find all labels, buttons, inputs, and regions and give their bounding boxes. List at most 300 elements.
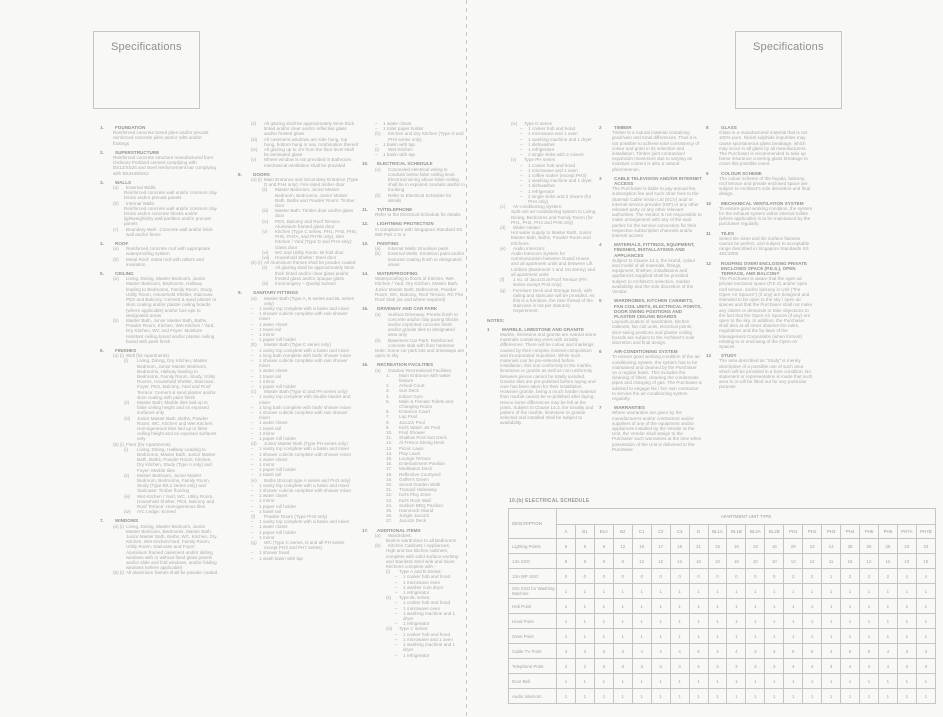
unit-type-header: C1 (632, 525, 651, 539)
schedule-cell: 1 (727, 674, 746, 689)
schedule-cell: 1 (670, 674, 689, 689)
line-text: WARDROBES, KITCHEN CABINETS, FAN COIL UNITS, ELECTRICAL POINTS, DOOR SWING POSITIONS AND PLASTER CEILING BOARDS (614, 298, 702, 319)
schedule-cell: 16 (689, 554, 708, 569)
spec-line (362, 251, 465, 267)
line-marker: 4. (386, 393, 390, 399)
spec-line (100, 358, 218, 400)
spec-line (599, 410, 703, 452)
line-marker: – (395, 579, 398, 585)
schedule-cell: 1 (575, 689, 594, 704)
line-text: Main Entrance and Secondary Entrance (Type D and PH4 only): Fire-rated timber door (264, 177, 359, 188)
line-text: 1 coffee maker (except PH3) (528, 173, 587, 179)
schedule-row (509, 689, 936, 704)
line-marker: (i) (124, 358, 129, 364)
spec-line (362, 227, 465, 237)
line-text: Water Heater: (513, 225, 542, 231)
line-text: Reflective Courtyard (399, 471, 441, 477)
line-text: Reinforced concrete bored piles and/or precast reinforced concrete piles and/or rafts and/or footings (113, 130, 209, 146)
schedule-row (509, 599, 936, 614)
line-text: All glazing shall be approximately 6mm thick tinted and/or clear glass and/or frosted glass and/or opaque glass (275, 265, 355, 281)
line-marker: – (520, 193, 523, 199)
spec-line (706, 276, 814, 349)
schedule-cell: 1 (689, 674, 708, 689)
schedule-cell: 1 (746, 584, 765, 599)
line-marker: (d) (500, 225, 506, 231)
line-text: Wet Kitchen (388, 147, 413, 153)
line-text: Internal Walls: Emulsion paint (388, 246, 449, 252)
line-marker: (i) (124, 446, 129, 452)
line-text: Reinforced concrete roof with appropriate waterproofing system (126, 246, 211, 257)
line-marker: (i) (375, 147, 380, 153)
line-marker: (a) (113, 185, 119, 191)
line-marker: – (395, 574, 398, 580)
line-text: 1 water closet (259, 420, 288, 426)
schedule-cell: 2 (803, 569, 822, 584)
line-text: CABLE TELEVISION AND/OR INTERNET ACCESS (614, 175, 702, 187)
schedule-cell: 10 (746, 554, 765, 569)
line-marker: 9 (706, 170, 709, 176)
schedule-cell: 3 (897, 659, 916, 674)
line-text: External Walls: (126, 185, 157, 191)
schedule-row-label: 13A SSO (509, 554, 557, 569)
line-text: 1 paper roll holder (259, 337, 297, 343)
line-text: 1 basin with tap (383, 141, 415, 147)
line-marker: – (251, 508, 254, 514)
line-text: All glazing up to 1m from the floor level shall be laminated glass (264, 147, 354, 158)
line-text: 1 paper roll holder (259, 435, 297, 441)
line-text: 1 water closet (383, 121, 412, 126)
line-marker: – (520, 141, 523, 147)
line-text: Entertainment Pavilion (399, 461, 445, 467)
line-marker: 12. (386, 440, 393, 446)
schedule-cell: 1 (878, 599, 897, 614)
spec-line (487, 277, 597, 287)
line-marker: – (395, 621, 398, 627)
schedule-cell: 1 (822, 629, 841, 644)
line-marker: 6 (599, 349, 602, 355)
line-marker: – (520, 152, 523, 158)
schedule-cell: 4 (860, 659, 879, 674)
line-marker: 6. (100, 347, 104, 353)
schedule-cell: 11 (822, 554, 841, 569)
spec-line (599, 186, 703, 238)
schedule-cell: 1 (651, 674, 670, 689)
schedule-cell: 3 (670, 659, 689, 674)
line-text: Kitchen and Dry Kitchen (Type D and PH4 series only) (388, 131, 464, 142)
line-text: DRIVEWAY AND CAR PARK (377, 306, 438, 312)
line-text: NOTES: (487, 317, 505, 323)
schedule-cell: 1 (557, 689, 576, 704)
line-marker: – (251, 529, 254, 535)
unit-type-header: A (557, 525, 576, 539)
line-marker: – (251, 420, 254, 426)
line-marker: 13. (362, 241, 369, 247)
schedule-cell: 4 (897, 569, 916, 584)
unit-type-header: PH1 (784, 525, 803, 539)
schedule-cell: 1 (670, 629, 689, 644)
line-marker: – (251, 451, 254, 457)
line-marker: (e) (500, 245, 506, 251)
page-fold-divider (466, 0, 467, 717)
line-text: Timber is a natural material containing grain/vein and tonal differences. Thus it is not possible to achieve total consistency of colour and grain in its selection and installation. Timber joint contraction/ expansion movement due to varying air moisture content is also a natural phenomenon. (612, 130, 700, 172)
schedule-cell: 2 (841, 569, 860, 584)
schedule-row-label: Cable TV Point (509, 644, 557, 659)
line-text: 1 refrigerator (528, 147, 555, 153)
line-text: 1 vanity top complete with a basin and mixer (259, 446, 350, 452)
line-text: WC and Utility Room: Bi-fold door (275, 249, 344, 255)
line-marker: – (251, 456, 254, 462)
line-marker: (ii) (251, 121, 257, 126)
line-marker: – (251, 503, 254, 509)
schedule-cell: 6 (841, 644, 860, 659)
schedule-cell: 3 (746, 644, 765, 659)
schedule-cell: 1 (860, 629, 879, 644)
line-marker: – (520, 131, 523, 137)
line-text: Jungle Jacuzzi (399, 513, 430, 519)
line-marker: – (251, 425, 254, 431)
schedule-cell: 1 (708, 689, 727, 704)
line-marker: 6. (386, 409, 390, 415)
unit-type-header: C2 (651, 525, 670, 539)
right-page-title: Specifications (753, 41, 824, 53)
schedule-row-label: 13A WP SSO (509, 569, 557, 584)
line-text: TILES (721, 230, 735, 236)
line-marker: – (251, 357, 254, 363)
unit-type-header: B2 (613, 525, 632, 539)
schedule-cell: 12 (613, 539, 632, 554)
line-text: 1 mirror (259, 462, 275, 467)
schedule-row-label: Hood Point (509, 614, 557, 629)
spec-line (362, 338, 465, 348)
spec-line (599, 130, 703, 172)
line-text: SANITARY FITTINGS (253, 290, 299, 296)
unit-type-header: PH6 (878, 525, 897, 539)
line-text: 1 towel rail (259, 326, 281, 332)
schedule-cell: 1 (746, 689, 765, 704)
line-text: Secret Garden Walk (399, 482, 441, 487)
schedule-cell: 1 (746, 599, 765, 614)
schedule-cell: 1 (765, 584, 784, 599)
line-marker: (ii) (124, 399, 130, 405)
line-text: 1 microwave oven (403, 605, 441, 611)
schedule-cell: 1 (632, 629, 651, 644)
electrical-schedule-title (509, 498, 936, 504)
line-marker: 16. (362, 362, 369, 368)
line-text: Living, Dining, Master Bedroom, Junior Master Bedroom, Bedrooms, Master Bath, Junior Master Bath, Baths, WC, Kitchen, Dry Kitchen, Wet Kitchen/Yard, Family Room, Utility Room, Staircase and Foyer: Aluminium framed casement and/or sliding windows with or without fixed glass panels and/or slide and fold windows, and/or folding windows (where applicable) (126, 523, 217, 571)
schedule-cell: 1 (727, 584, 746, 599)
schedule-group-header-row (509, 509, 936, 525)
schedule-cell: 1 (916, 614, 935, 629)
line-text: 1 towel rail (259, 508, 281, 514)
schedule-cell: 1 (557, 599, 576, 614)
schedule-cell: 16 (632, 539, 651, 554)
schedule-row-label: Door Bell (509, 674, 557, 689)
line-marker: (v) (251, 157, 257, 163)
line-marker: (iii) (251, 136, 258, 142)
line-marker: (ii) (262, 187, 268, 193)
section-heading (706, 261, 814, 277)
line-marker: (ii) (386, 595, 392, 601)
schedule-cell: 1 (689, 689, 708, 704)
line-text: Living, Dining, Dry Kitchen, Master Bedroom, Junior Master Bedroom, Bedrooms, Hallway leading to Bedrooms, Family Room, Study, Utility Rooms, Household Shelter, Staircase, Foyer, PES, Balcony, Yard and Roof Terrace: Cement & sand plaster and/or skim coating with paint finish (137, 358, 216, 400)
line-text: 1 washing machine and 1 dryer (403, 642, 456, 653)
line-text: 1 paper roll holder (259, 503, 297, 509)
line-text: 1 cooker hob and hood (403, 600, 450, 606)
schedule-cell: 1 (746, 629, 765, 644)
schedule-cell: 1 (916, 629, 935, 644)
line-marker: 22. (386, 492, 393, 498)
line-text: MARBLE, LIMESTONE AND GRANITE (502, 326, 584, 332)
schedule-cell: 2 (860, 569, 879, 584)
schedule-row (509, 569, 936, 584)
line-text: Refer to Electrical Schedule for details (388, 192, 452, 203)
line-marker: (vii) (262, 255, 270, 261)
line-text: All Aluminium frames shall be powder coated (264, 260, 356, 266)
schedule-cell: 1 (916, 674, 935, 689)
line-text: Junior Master Bath (Type PH series only) (264, 441, 348, 447)
line-marker: – (251, 462, 254, 467)
line-marker: – (251, 524, 254, 530)
schedule-cell: 1 (651, 689, 670, 704)
line-text: Master Bath (Type C series only) (264, 342, 331, 348)
line-text: High and low kitchen cabinets, complete with solid surface worktop and stainless steel sink and mixer. Kitchens complete with - (386, 548, 459, 570)
line-text: Type C series: (399, 626, 429, 632)
line-marker: – (251, 331, 254, 337)
line-marker: (iv) (251, 147, 258, 153)
line-marker: – (395, 631, 398, 637)
line-marker: (a) (375, 367, 381, 373)
line-marker: (b) (375, 251, 381, 257)
schedule-cell: 1 (632, 674, 651, 689)
schedule-cell: 1 (727, 629, 746, 644)
line-marker: 8. (238, 171, 242, 177)
schedule-cell: 4 (651, 644, 670, 659)
line-text: 1 microwave and 1 oven (528, 167, 578, 173)
line-text: Al Fresco Dining Deck (399, 440, 445, 446)
schedule-cell: 1 (803, 689, 822, 704)
line-text: Pool Shower (399, 429, 426, 435)
schedule-cell: 1 (897, 614, 916, 629)
line-text: Furniture Deck and Storage Deck, with railing and staircase will be provided. As this is a furniture, the riser thread of the staircase is not per statutory requirement. (513, 287, 595, 314)
line-marker: (b) (113, 317, 119, 323)
schedule-cell: 4 (841, 659, 860, 674)
line-marker: 11 (706, 230, 711, 236)
schedule-cell: 1 (860, 689, 879, 704)
line-marker: – (520, 147, 523, 153)
line-text: Air-conditioning System: (513, 204, 563, 210)
line-marker: – (395, 652, 398, 658)
line-text: Kitchen Cabinets / Appliances: (388, 543, 451, 549)
line-text: 1 refrigerator (403, 621, 430, 627)
schedule-cell: 4 (708, 644, 727, 659)
schedule-cell: 1 (594, 674, 613, 689)
spec-line (238, 187, 359, 208)
schedule-cell: 1 (841, 689, 860, 704)
line-text: Master Bath: Marble tiles laid up to false ceiling height and on exposed surfaces only (137, 399, 209, 416)
spec-line (362, 373, 465, 383)
line-marker: – (251, 368, 254, 374)
spec-line (100, 206, 218, 227)
schedule-cell: 23 (897, 539, 916, 554)
line-marker: 12. (362, 221, 369, 227)
line-text: Marble, limestone and granite are natural stone materials containing veins with tonality differences. There will be colour and markings caused by their complex mineral composition and incorporated impurities. While such materials can be pre-selected before installation, this non-conformity in the marble, limestone or granite as well as non-uniformity between pieces cannot be totally avoided. Granite tiles are pre-polished before laying and care has been taken for their installation. However granite, being a much harder material than marble cannot be re-polished after laying. Hence some differences may be felt at the joints. Subject to Clause 14.3, the tonality and pattern of the marble, limestone or granite selected and installed shall be subject to availability. (500, 331, 597, 426)
line-text: Audio Intercom System for communication between Guard House and all apartment units and between Lift Lobbies (Basement 1 and 1st storey) and all apartment units (511, 251, 596, 277)
schedule-cell: 1 (765, 629, 784, 644)
schedule-cell: 1 (670, 599, 689, 614)
schedule-cell: 28 (841, 539, 860, 554)
unit-type-header: BL1A (708, 525, 727, 539)
line-text: 1 water closet (259, 368, 288, 374)
schedule-cell: 1 (878, 584, 897, 599)
line-text: Kid's Water Jet Pool (399, 424, 441, 430)
line-text: Surface Driveway: Premix finish to concrete and/or clay paving blocks and/or imprinted concrete finish and/or granite tiles to designated area only (388, 311, 459, 338)
spec-line (706, 206, 814, 227)
line-marker: – (251, 311, 254, 317)
line-text: Basement Car Park: Reinforced concrete slab with floor hardener (388, 337, 455, 348)
schedule-cell: 1 (746, 674, 765, 689)
schedule-cell: 1 (897, 674, 916, 689)
schedule-cell: 4 (727, 644, 746, 659)
schedule-cell: 1 (594, 584, 613, 599)
spec-line (487, 194, 597, 204)
schedule-cell: 1 (803, 629, 822, 644)
schedule-cell: 4 (803, 659, 822, 674)
line-text: LIGHTNING PROTECTION (377, 221, 434, 227)
line-marker: – (251, 482, 254, 488)
line-marker: 15. (362, 306, 369, 312)
line-text: Split unit air-conditioning system to Living, Dining, Bedrooms and Family Room (for PH1, PH2, PH4 and PH6 only) (511, 209, 597, 225)
line-text: Junior Master Bath, Baths, Powder Room, WC, Kitchen and Wet Kitchen: Homogeneous tiles laid up to false ceiling height and on exposed surfaces only (137, 415, 217, 442)
schedule-cell: 1 (784, 614, 803, 629)
line-text: 1 washing machine and 1 dryer (403, 610, 456, 622)
line-text: Boundary Wall : Concrete wall and/or brick wall and/or fence (126, 226, 213, 237)
line-text: All casement windows are side hung, top hung, bottom hung or any combination thereof (264, 136, 358, 147)
schedule-cell: 1 (670, 584, 689, 599)
schedule-cell: 1 (613, 689, 632, 704)
line-marker: 23. (386, 497, 393, 503)
line-marker: – (375, 121, 378, 126)
schedule-cell: 5 (803, 644, 822, 659)
schedule-cell: 1 (822, 614, 841, 629)
schedule-cell: 3 (916, 644, 935, 659)
schedule-cell: 15 (708, 539, 727, 554)
line-text: 1 shower cubicle complete with rain shower mixer (259, 409, 348, 421)
line-marker: (a) (113, 246, 119, 252)
line-marker: – (251, 383, 254, 389)
line-marker: – (375, 126, 378, 132)
schedule-cell: 26 (860, 539, 879, 554)
spec-line (706, 236, 814, 257)
line-marker: (c) (500, 204, 506, 210)
schedule-apartment-unit-type-header: APARTMENT UNIT TYPE (557, 509, 936, 525)
schedule-cell: 1 (575, 599, 594, 614)
line-marker: (a) (375, 311, 381, 317)
line-text: Metal Roof: metal roof with rafters and insulation (126, 256, 204, 267)
spec-line (487, 209, 597, 225)
line-text: 1 dishwasher (528, 183, 556, 189)
schedule-cell: 1 (803, 614, 822, 629)
line-marker: – (251, 404, 254, 410)
line-text: 2 single sinks with 2 mixers (528, 152, 584, 158)
schedule-cell: 0 (613, 569, 632, 584)
line-text: 1 refrigerator (528, 188, 555, 194)
schedule-row (509, 584, 936, 599)
schedule-cell: 1 (897, 599, 916, 614)
unit-type-header: PH4 (841, 525, 860, 539)
line-marker: 3 (599, 175, 602, 181)
schedule-cell: 3 (613, 644, 632, 659)
line-text: Entrance Court (399, 409, 430, 415)
line-marker: – (251, 534, 254, 540)
unit-type-header: PH7A (897, 525, 916, 539)
line-text: 1 towel rail (259, 425, 281, 431)
schedule-cell: 4 (878, 659, 897, 674)
line-text: 1 towel rail (259, 373, 281, 379)
schedule-cell: 1 (557, 584, 576, 599)
line-marker: (e) (251, 477, 257, 483)
schedule-cell: 9 (575, 539, 594, 554)
schedule-cell: 0 (765, 569, 784, 584)
unit-type-header: PH7B (916, 525, 935, 539)
line-text: WARRANTIES (614, 405, 645, 411)
schedule-cell: 21 (689, 539, 708, 554)
schedule-cell: 1 (708, 584, 727, 599)
left-column-2 (238, 121, 359, 713)
line-text: MECHANICAL VENTILATION SYSTEM (721, 200, 804, 206)
line-marker: 7. (386, 414, 390, 420)
schedule-cell: 10 (897, 554, 916, 569)
line-marker: (a) (375, 246, 381, 252)
schedule-cell: 17 (651, 539, 670, 554)
line-text: Main Entrance with water feature (399, 372, 451, 383)
line-text: Note: Some car park lots and driveways are open to sky (375, 347, 465, 359)
line-text: External Walls: Emulsion paint and/or textured coating finish to designated areas (388, 251, 465, 267)
line-text: 1 shower cubicle complete with shower mixer (259, 451, 352, 457)
schedule-cell: 0 (746, 569, 765, 584)
schedule-cell: 1 (841, 674, 860, 689)
line-text: 1 washing machine and 1 dryer (528, 136, 592, 142)
line-text: Wardrobes: (388, 532, 412, 538)
spec-line (238, 147, 359, 157)
spec-line (487, 230, 597, 246)
spec-line (362, 642, 465, 652)
line-marker: 21. (386, 487, 393, 493)
line-marker: – (395, 590, 398, 596)
line-marker: 25. (386, 508, 393, 514)
line-text: 1 paper roll holder (259, 383, 297, 389)
line-marker: – (395, 610, 398, 616)
line-text: 1 vanity top complete with double basins and mixer (259, 394, 351, 405)
section-heading (599, 242, 703, 258)
schedule-row-label: Lighting Points (509, 539, 557, 554)
line-marker: (a) (375, 532, 381, 538)
schedule-cell: 1 (803, 584, 822, 599)
schedule-cell: 1 (632, 584, 651, 599)
line-marker: 2. (100, 149, 104, 155)
line-marker: (b) (375, 337, 381, 343)
electrical-schedule (508, 498, 936, 704)
line-marker: – (375, 152, 378, 158)
line-text: 1 microwave oven (403, 579, 441, 585)
schedule-cell: 1 (727, 599, 746, 614)
spec-line (362, 548, 465, 569)
schedule-cell: 3 (916, 659, 935, 674)
spec-line (238, 177, 359, 187)
schedule-row (509, 539, 936, 554)
unit-type-header: BL2B (765, 525, 784, 539)
spec-line (599, 354, 703, 401)
line-marker: – (520, 183, 523, 189)
